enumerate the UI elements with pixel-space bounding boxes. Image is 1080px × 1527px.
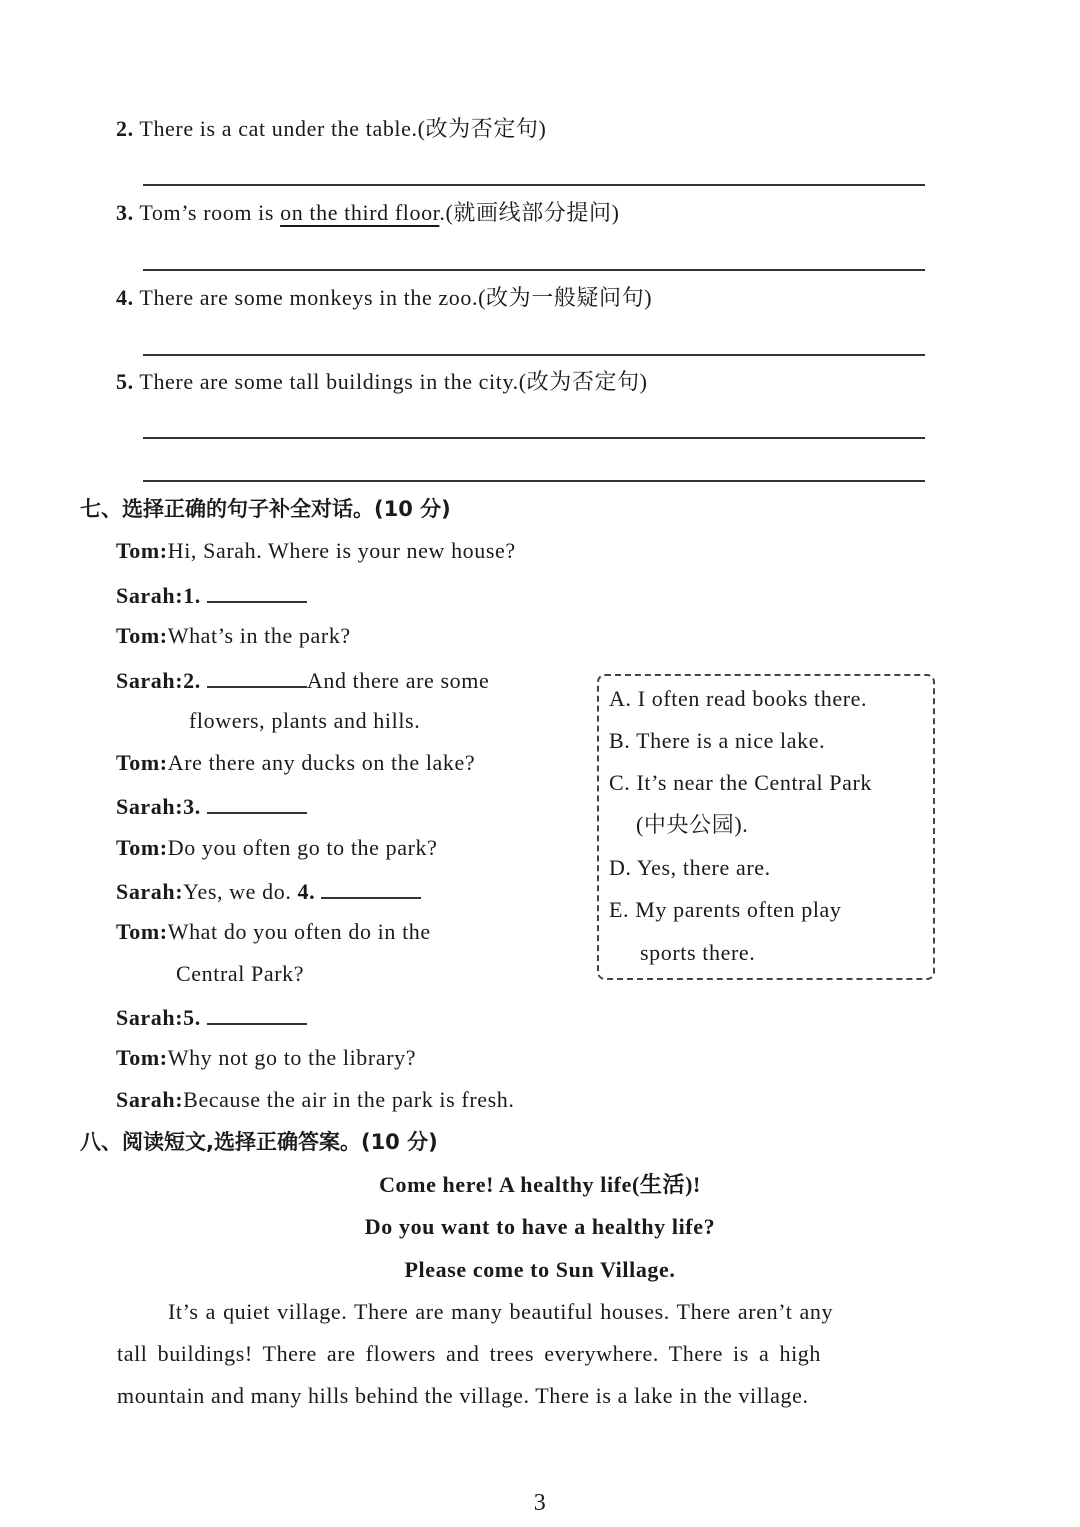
answer-line[interactable] [143, 354, 925, 356]
speaker: Sarah: [116, 583, 184, 608]
line-text: Hi, Sarah. Where is your new house? [167, 538, 516, 563]
dialogue-line [116, 792, 307, 820]
dialogue-line [116, 877, 421, 905]
answer-line[interactable] [143, 480, 925, 482]
line-text: Yes, we do. [183, 879, 292, 904]
line-text: Are there any ducks on the lake? [167, 750, 476, 775]
passage-subtitle: Do you want to have a healthy life? [364, 1214, 716, 1239]
answer-line[interactable] [143, 437, 925, 439]
speaker: Tom: [116, 538, 168, 563]
dialogue-line [116, 666, 489, 694]
option-c-cont: (中央公园). [636, 812, 749, 837]
underlined-phrase: on the third floor [280, 200, 440, 225]
answer-line[interactable] [143, 184, 925, 186]
dialogue-line [116, 1045, 416, 1071]
q-note: (改为否定句) [518, 369, 648, 394]
q-num: 3. [116, 200, 134, 225]
dialogue-line [116, 538, 516, 564]
speaker: Tom: [116, 750, 168, 775]
q-note: (就画线部分提问) [445, 200, 620, 225]
dialogue-continuation: flowers, plants and hills. [189, 708, 421, 733]
option-a: A. I often read books there. [609, 686, 868, 711]
line-text: Because the air in the park is fresh. [183, 1087, 515, 1112]
passage-title: Come here! A healthy life(生活)! [379, 1172, 701, 1197]
blank-number: 3. [183, 794, 201, 819]
speaker: Tom: [116, 919, 168, 944]
speaker: Sarah: [116, 668, 184, 693]
question-5 [116, 369, 648, 395]
blank-number: 1. [183, 583, 201, 608]
dialogue-line [116, 919, 431, 945]
section-8-heading: 八、阅读短文,选择正确答案。(10 分) [80, 1130, 438, 1154]
q-note: (改为一般疑问句) [478, 285, 653, 310]
dialogue-line [116, 623, 351, 649]
q-text: There are some monkeys in the zoo. [139, 285, 479, 310]
line-text: What’s in the park? [167, 623, 351, 648]
dialogue-line [116, 581, 307, 609]
page-number: 3 [533, 1490, 547, 1516]
speaker: Tom: [116, 1045, 168, 1070]
line-text: Why not go to the library? [167, 1045, 417, 1070]
speaker: Tom: [116, 835, 168, 860]
q-num: 5. [116, 369, 134, 394]
q-text: There is a cat under the table. [139, 116, 418, 141]
q-text: Tom’s room is [139, 200, 281, 225]
speaker: Sarah: [116, 794, 184, 819]
answer-blank[interactable] [207, 1003, 307, 1025]
speaker: Sarah: [116, 879, 184, 904]
dialogue-continuation: Central Park? [176, 961, 305, 986]
speaker: Sarah: [116, 1005, 184, 1030]
question-4 [116, 285, 652, 311]
q-num: 4. [116, 285, 134, 310]
speaker: Tom: [116, 623, 168, 648]
passage-subtitle: Please come to Sun Village. [404, 1257, 676, 1282]
option-c: C. It’s near the Central Park [609, 770, 872, 795]
blank-number: 2. [183, 668, 201, 693]
answer-blank[interactable] [321, 877, 421, 899]
dialogue-line [116, 1003, 307, 1031]
dialogue-line [116, 1087, 514, 1113]
blank-number: 5. [183, 1005, 201, 1030]
section-7-heading: 七、选择正确的句子补全对话。(10 分) [80, 497, 451, 521]
answer-blank[interactable] [207, 792, 307, 814]
passage-line: tall buildings! There are flowers and trees everywhere. There is a high [117, 1341, 821, 1366]
line-text: And there are some [306, 668, 490, 693]
passage-line: mountain and many hills behind the village. There is a lake in the village. [117, 1383, 809, 1408]
answer-line[interactable] [143, 269, 925, 271]
q-text: There are some tall buildings in the city. [139, 369, 519, 394]
option-d: D. Yes, there are. [609, 855, 771, 880]
question-2 [116, 116, 546, 142]
option-e: E. My parents often play [609, 897, 842, 922]
q-note: (改为否定句) [417, 116, 547, 141]
speaker: Sarah: [116, 1087, 184, 1112]
question-3 [116, 200, 620, 226]
dialogue-line [116, 750, 475, 776]
line-text: Do you often go to the park? [167, 835, 438, 860]
passage-line: It’s a quiet village. There are many beautiful houses. There aren’t any [168, 1299, 834, 1324]
option-b: B. There is a nice lake. [609, 728, 826, 753]
line-text: What do you often do in the [167, 919, 431, 944]
answer-blank[interactable] [207, 666, 307, 688]
option-e-cont: sports there. [640, 940, 756, 965]
dialogue-line [116, 835, 437, 861]
blank-number: 4. [297, 879, 316, 904]
q-num: 2. [116, 116, 134, 141]
q-punct: . [439, 200, 446, 225]
answer-blank[interactable] [207, 581, 307, 603]
